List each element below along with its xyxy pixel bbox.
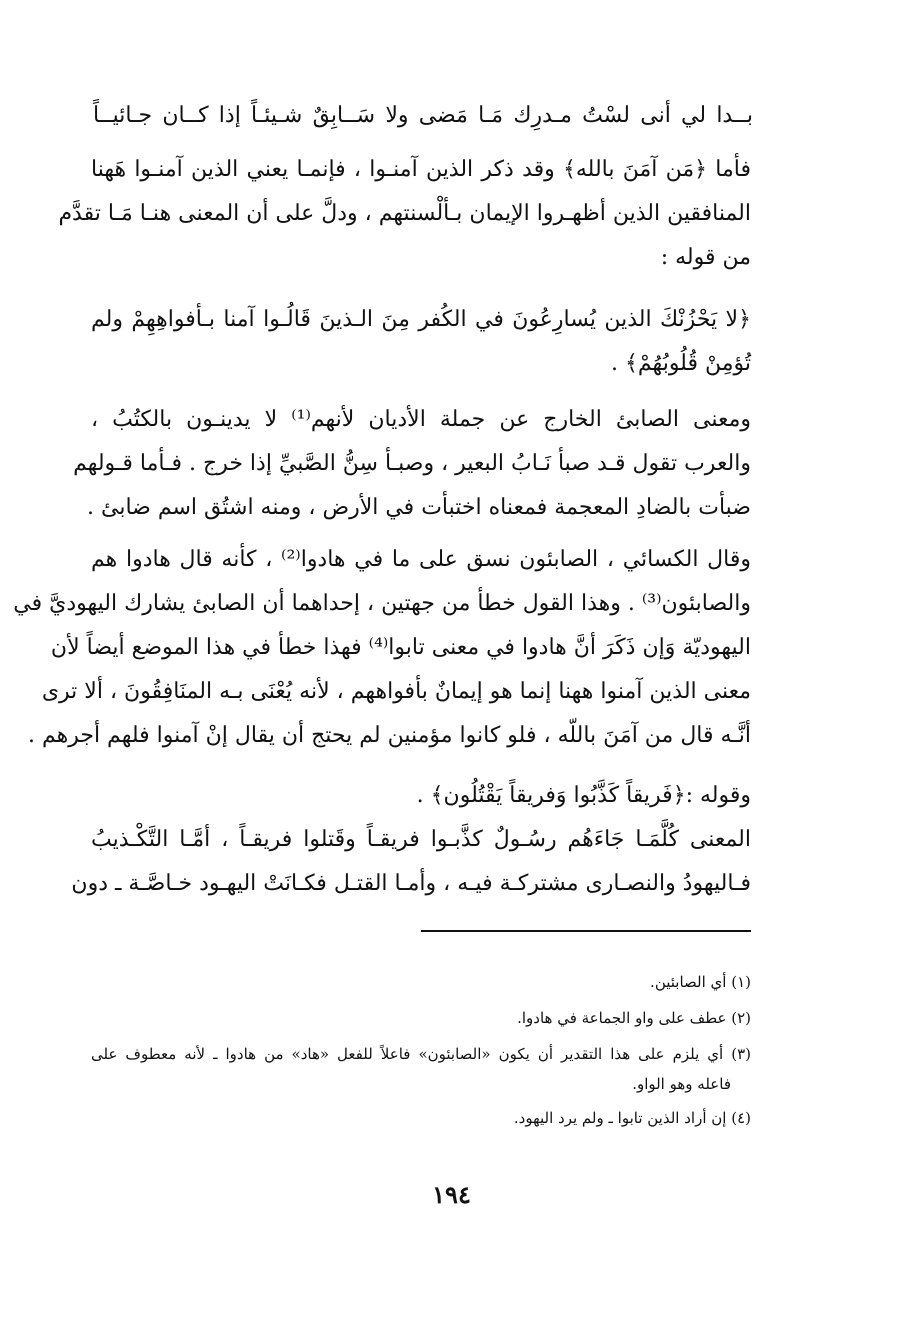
footnote-1: (١) أي الصابئين. (650, 973, 751, 991)
paragraph-2-line-3: ضبأت بالضادِ المعجمة فمعناه اختبأت في الأرض ، ومنه اشتُق اسم ضابئ . (87, 495, 751, 520)
paragraph-2-line-2: والعرب تقول قـد صبأ نَـابُ البعير ، وصبـأ سِنُّ الصَّبيِّ إذا خرج . فـأما قـولهم (73, 451, 751, 476)
footnote-3-line-1: (٣) أي يلزم على هذا التقدير أن يكون «الصابئون» فاعلاً للفعل «هاد» من هادوا ـ لأنه معطوف على (91, 1045, 751, 1063)
paragraph-3-line-4: معنى الذين آمنوا ههنا إنما هو إيمانٌ بأفواههم ، لأنه يُعْنَى بـه المنَافِقُونَ ، ألا ترى (41, 679, 751, 704)
paragraph-3-line-3: اليهوديّة وَإن ذَكَرَ أنَّ هادوا في معنى تابوا⁽⁴⁾ فهذا خطأ في هذا الموضع أيضاً لأن (50, 635, 751, 660)
page-number: ١٩٤ (432, 1180, 471, 1209)
quran-quote-line-1: ﴿لا يَحْزُنْكَ الذين يُسارِعُونَ في الكُفر مِنَ الـذينَ قَالُـوا آمنا بـأفواهِهِمْ ولم (91, 307, 751, 332)
paragraph-1-line-3: من قوله : (660, 245, 751, 270)
footnote-separator (421, 930, 751, 932)
paragraph-2-line-1: ومعنى الصابئ الخارج عن جملة الأديان لأنهم⁽¹⁾ لا يدينـون بالكتُبُ ، (91, 407, 751, 432)
footnote-3-line-2: فاعله وهو الواو. (632, 1075, 731, 1093)
poetry-verse-line: بــدا لي أنى لسْتُ مـدرِك مَـا مَضى ولا سَــابِقٌ شـيئـاً إذا كــان جـائيــاً (93, 103, 753, 128)
paragraph-5-line-2: فـاليهودُ والنصـارى مشتركـة فيـه ، وأمـا القتـل فكـانَتْ اليهـود خـاصَّـة ـ دون (71, 871, 751, 896)
paragraph-3-line-1: وقال الكسائي ، الصابئون نسق على ما في هادوا⁽²⁾ ، كأنه قال هادوا هم (91, 547, 751, 572)
paragraph-3-line-5: أنَّـه قال من آمَنَ باللّه ، فلو كانوا مؤمنين لم يحتج أن يقال إنْ آمنوا فلهم أجرهم . (27, 723, 751, 748)
footnote-2: (٢) عطف على واو الجماعة في هادوا. (517, 1009, 751, 1027)
footnote-4: (٤) إن أراد الذين تابوا ـ ولم يرد اليهود. (513, 1109, 751, 1127)
paragraph-1-line-2: المنافقين الذين أظهـروا الإيمان بـألْسنتهم ، ودلَّ على أن المعنى هنـا مَـا تقدَّم (58, 201, 751, 226)
paragraph-5-line-1: المعنى كُلَّمَـا جَاءَهُم رسُـولٌ كذَّبـوا فريقـاً وقَتلوا فريقـاً ، أمَّـا التَّكْـذيبُ (91, 827, 751, 852)
paragraph-3-line-2: والصابئون⁽³⁾ . وهذا القول خطأ من جهتين ، إحداهما أن الصابئ يشارك اليهوديَّ في (13, 591, 751, 616)
paragraph-1-line-1: فأما ﴿مَن آمَنَ بالله﴾ وقد ذكر الذين آمنـوا ، فإنمـا يعني الذين آمنـوا هَهنا (91, 157, 751, 182)
quran-quote-line-2: تُؤمِنْ قُلُوبُهُمْ﴾ . (611, 351, 751, 376)
paragraph-4-line-1: وقوله :﴿فَريقاً كَذَّبُوا وَفريقاً يَقْتُلُون﴾ . (416, 783, 751, 808)
